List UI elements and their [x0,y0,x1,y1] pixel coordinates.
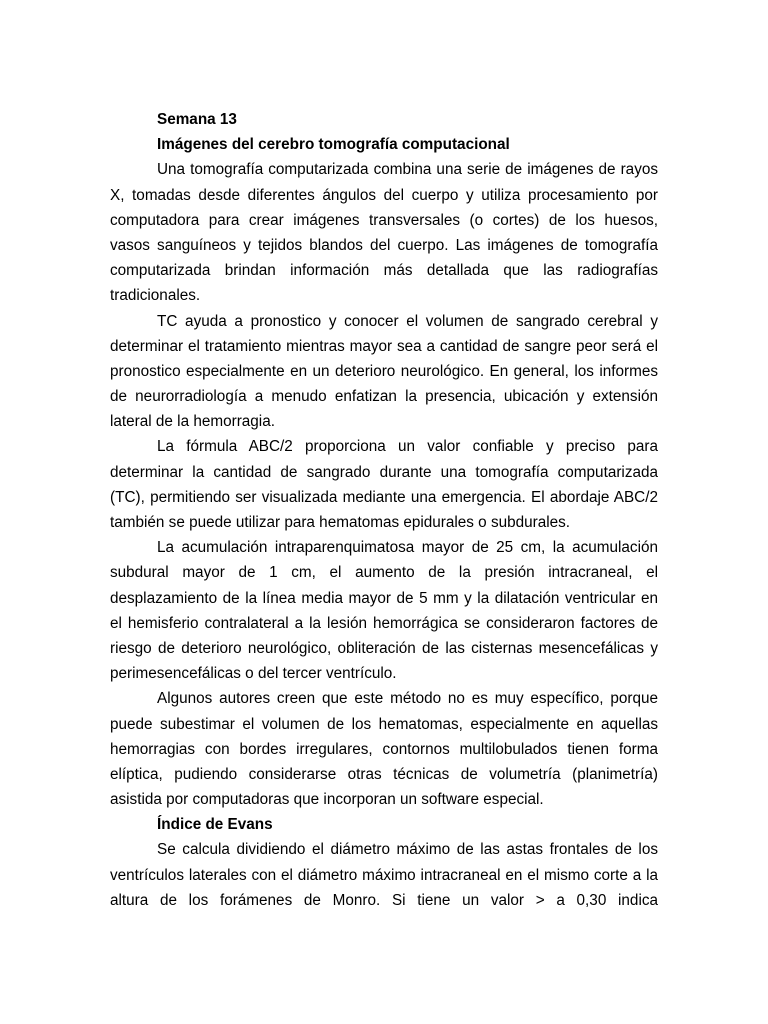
document-heading-line: Imágenes del cerebro tomografía computacional [157,136,510,154]
document-text-line: hemorragias con bordes irregulares, contornos multilobulados tienen forma [110,740,658,758]
document-text-line: determinar la cantidad de sangrado durante una tomografía computarizada [110,463,658,481]
document-text-line: La fórmula ABC/2 proporciona un valor confiable y preciso para [157,438,658,456]
document-text-line: perimesencefálicas o del tercer ventrículo. [110,665,397,683]
document-text-line: desplazamiento de la línea media mayor de 5 mm y la dilatación ventricular en [110,589,658,607]
document-text-line: ventrículos laterales con el diámetro máximo intracraneal en el mismo corte a la [110,866,658,884]
document-text-line: puede subestimar el volumen de los hematomas, especialmente en aquellas [110,715,658,733]
document-text-line: subdural mayor de 1 cm, el aumento de la presión intracraneal, el [110,564,658,582]
document-text-line: elíptica, pudiendo considerarse otras técnicas de volumetría (planimetría) [110,765,658,783]
document-text-line: pronostico especialmente en un deterioro neurológico. En general, los informes [110,362,658,380]
document-text-line: Algunos autores creen que este método no es muy específico, porque [157,690,658,708]
document-text-line: de neurorradiología a menudo enfatizan la presencia, ubicación y extensión [110,388,658,406]
document-text-line: Una tomografía computarizada combina una serie de imágenes de rayos [157,161,658,179]
document-heading-line: Semana 13 [157,111,237,128]
document-text-line: computadora para crear imágenes transversales (o cortes) de los huesos, [110,211,658,229]
document-text-line: (TC), permitiendo ser visualizada mediante una emergencia. El abordaje ABC/2 [110,488,658,506]
document-heading-line: Índice de Evans [157,816,273,834]
document-text-line: Se calcula dividiendo el diámetro máximo de las astas frontales de los [157,841,658,859]
document-text-line: La acumulación intraparenquimatosa mayor de 25 cm, la acumulación [157,539,658,557]
document-text-line: asistida por computadoras que incorporan un software especial. [110,791,544,809]
document-text-line: altura de los forámenes de Monro. Si tiene un valor > a 0,30 indica [110,891,658,909]
document-text-line: riesgo de deterioro neurológico, obliteración de las cisternas mesencefálicas y [110,639,658,657]
document-text-line: TC ayuda a pronostico y conocer el volumen de sangrado cerebral y [157,312,658,330]
document-text-line: tradicionales. [110,287,201,305]
document-text-line: determinar el tratamiento mientras mayor sea a cantidad de sangre peor será el [110,337,658,355]
document-text-line: el hemisferio contralateral a la lesión hemorrágica se consideraron factores de [110,614,658,632]
document-text-line: también se puede utilizar para hematomas epidurales o subdurales. [110,514,571,531]
document-text-line: computarizada brindan información más detallada que las radiografías [110,262,658,280]
document-text-line: X, tomadas desde diferentes ángulos del cuerpo y utiliza procesamiento por [110,186,658,204]
document-text-line: vasos sanguíneos y tejidos blandos del cuerpo. Las imágenes de tomografía [110,236,658,254]
document-text-line: lateral de la hemorragia. [110,413,275,431]
